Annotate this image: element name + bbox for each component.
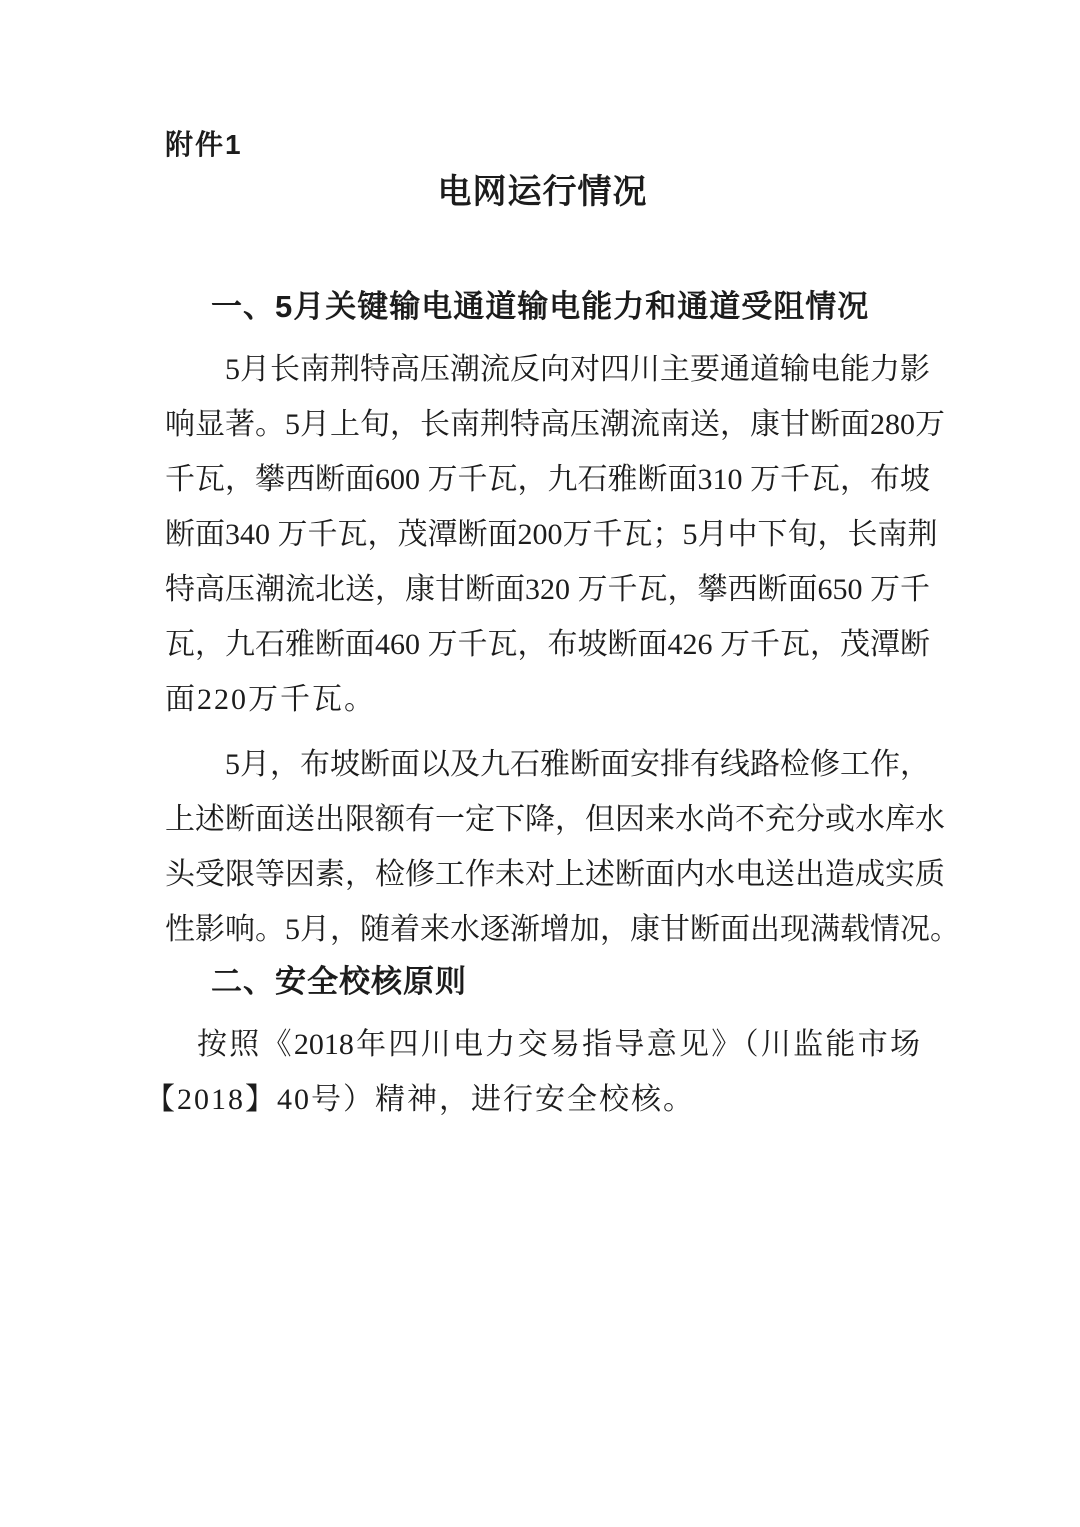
paragraph-line: 断面340 万千瓦，茂潭断面200万千瓦；5月中下旬，长南荆 (165, 518, 938, 551)
paragraph-line: 头受限等因素，检修工作未对上述断面内水电送出造成实质 (165, 858, 945, 891)
paragraph-line: 性影响。5月，随着来水逐渐增加，康甘断面出现满载情况。 (165, 913, 960, 946)
paragraph-line: 按照《2018年四川电力交易指导意见》（川监能市场 (197, 1028, 920, 1061)
document-page (0, 128, 1080, 1527)
section-1-paragraph-2 (165, 737, 960, 957)
attachment-label: 附件1 (165, 129, 243, 160)
document-title: 电网运行情况 (437, 173, 648, 211)
paragraph-line: 5月，布坡断面以及九石雅断面安排有线路检修工作， (225, 748, 930, 781)
section-1-paragraph-1 (165, 342, 945, 727)
paragraph-line: 5月长南荆特高压潮流反向对四川主要通道输电能力影 (225, 353, 930, 386)
section-1-heading: 一、5月关键输电通道输电能力和通道受阻情况 (211, 289, 870, 324)
paragraph-line: 【2018】40号）精神，进行安全校核。 (145, 1083, 695, 1116)
paragraph-line: 面220万千瓦。 (165, 683, 376, 716)
paragraph-line: 上述断面送出限额有一定下降，但因来水尚不充分或水库水 (165, 803, 945, 836)
section-2-paragraph-1 (145, 1017, 920, 1127)
paragraph-line: 特高压潮流北送，康甘断面320 万千瓦，攀西断面650 万千 (165, 573, 930, 606)
paragraph-line: 瓦，九石雅断面460 万千瓦，布坡断面426 万千瓦，茂潭断 (165, 628, 930, 661)
paragraph-line: 响显著。5月上旬，长南荆特高压潮流南送，康甘断面280万 (165, 408, 945, 441)
section-2-heading: 二、安全校核原则 (211, 964, 467, 999)
paragraph-line: 千瓦，攀西断面600 万千瓦，九石雅断面310 万千瓦，布坡 (165, 463, 930, 496)
